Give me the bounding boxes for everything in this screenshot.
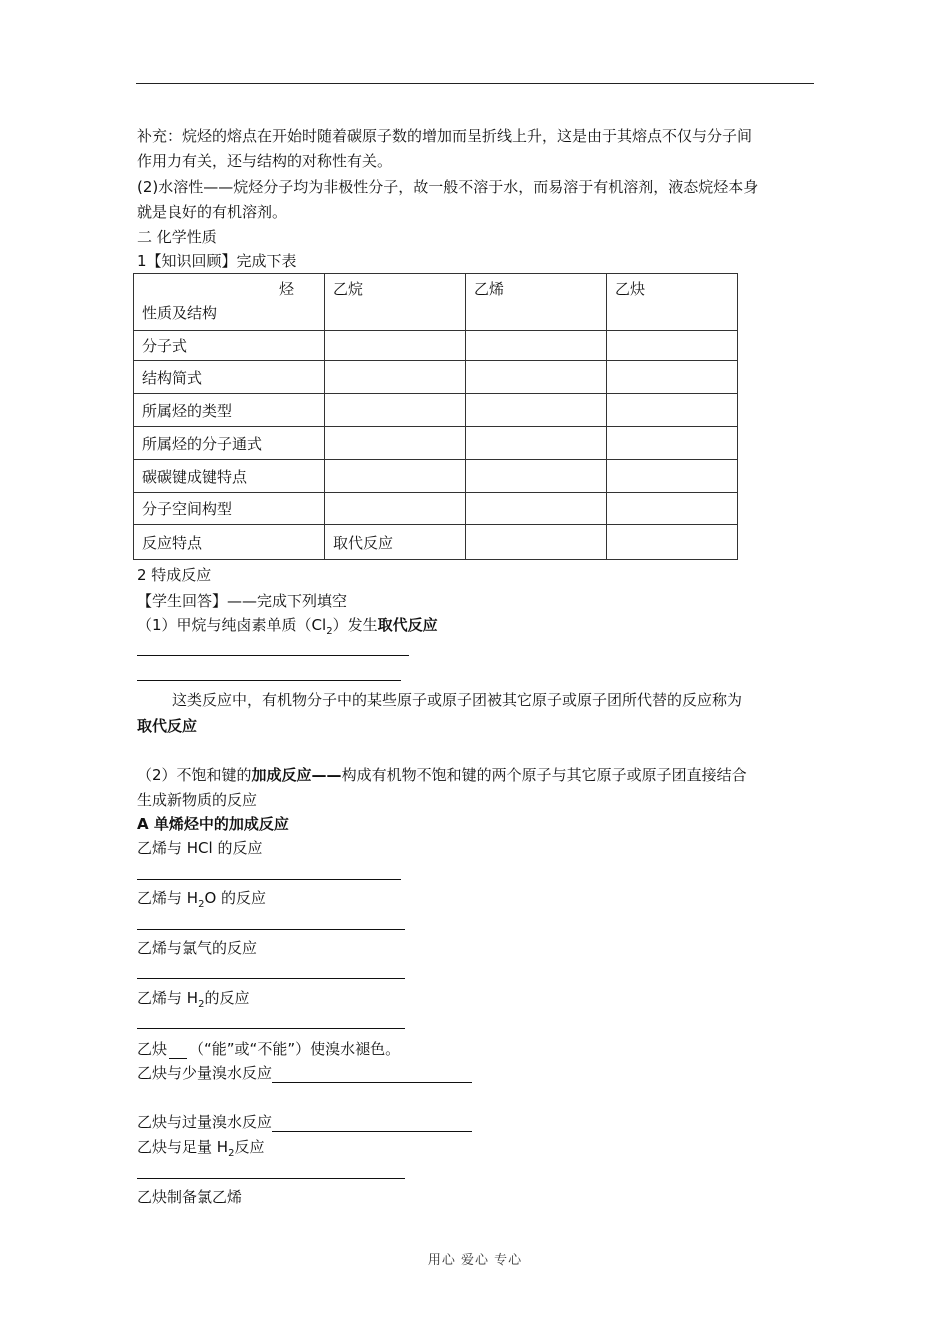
column-header: 乙烷 bbox=[325, 274, 466, 331]
text-part: 乙炔与过量溴水反应 bbox=[137, 1113, 273, 1131]
table-cell bbox=[607, 493, 738, 525]
text-part: 的反应 bbox=[204, 989, 250, 1007]
table-cell bbox=[325, 394, 466, 427]
table-header-row bbox=[134, 274, 738, 331]
table-cell bbox=[466, 361, 607, 394]
acetylene-bromine-question bbox=[137, 1039, 400, 1059]
solubility-line-1: (2)水溶性——烷烃分子均为非极性分子，故一般不溶于水，而易溶于有机溶剂，液态烷烃本身 bbox=[137, 178, 759, 196]
text-part: 乙炔 bbox=[137, 1040, 168, 1058]
ethylene-h2o-prompt bbox=[137, 888, 266, 915]
text-part: 乙炔与足量 H bbox=[137, 1138, 229, 1156]
row-label: 结构简式 bbox=[134, 361, 325, 394]
column-header: 乙烯 bbox=[466, 274, 607, 331]
table-cell bbox=[325, 361, 466, 394]
table-cell bbox=[325, 427, 466, 460]
table-cell bbox=[607, 460, 738, 493]
ethylene-hcl-prompt: 乙烯与 HCl 的反应 bbox=[137, 839, 263, 857]
table-cell bbox=[466, 493, 607, 525]
answer-blank[interactable] bbox=[137, 1028, 405, 1029]
supplement-line-1: 补充：烷烃的熔点在开始时随着碳原子数的增加而呈折线上升，这是由于其熔点不仅与分子间 bbox=[137, 127, 753, 145]
subscript: 2 bbox=[228, 1148, 235, 1159]
text-part: 乙烯与 H bbox=[137, 989, 199, 1007]
q1-mid: ）发生 bbox=[332, 616, 378, 634]
text-part: （“能”或“不能”）使溴水褪色。 bbox=[189, 1040, 401, 1058]
text-part: 乙炔与少量溴水反应 bbox=[137, 1064, 273, 1082]
table-row bbox=[134, 525, 738, 560]
answer-blank[interactable] bbox=[137, 978, 405, 979]
acetylene-little-bromine-prompt bbox=[137, 1063, 472, 1083]
table-cell bbox=[607, 394, 738, 427]
review-title: 1【知识回顾】完成下表 bbox=[137, 252, 297, 270]
corner-top-label: 烃 bbox=[278, 280, 294, 298]
table-cell bbox=[466, 394, 607, 427]
table-cell bbox=[325, 460, 466, 493]
student-answer-title: 【学生回答】——完成下列填空 bbox=[137, 592, 348, 610]
acetylene-h2-prompt bbox=[137, 1137, 264, 1164]
table-cell bbox=[466, 525, 607, 560]
q2-prefix: （2）不饱和键的 bbox=[137, 766, 252, 784]
row-label: 碳碳键成键特点 bbox=[134, 460, 325, 493]
table-cell bbox=[607, 361, 738, 394]
question-1 bbox=[137, 615, 438, 642]
table-cell bbox=[607, 331, 738, 361]
page-footer: 用心 爱心 专心 bbox=[427, 1253, 523, 1268]
answer-blank[interactable] bbox=[137, 1178, 405, 1179]
q1-prefix: （1）甲烷与纯卤素单质（Cl bbox=[137, 616, 327, 634]
acetylene-vinyl-chloride-prompt: 乙炔制备氯乙烯 bbox=[137, 1188, 243, 1206]
table-row bbox=[134, 460, 738, 493]
row-label: 反应特点 bbox=[134, 525, 325, 560]
table-cell bbox=[466, 460, 607, 493]
special-reactions-title: 2 特成反应 bbox=[137, 566, 212, 584]
q1-bold-term: 取代反应 bbox=[377, 616, 438, 634]
acetylene-excess-bromine-prompt bbox=[137, 1112, 472, 1132]
substitution-def-line-1: 这类反应中，有机物分子中的某些原子或原子团被其它原子或原子团所代替的反应称为 bbox=[172, 691, 743, 709]
text-part: 乙烯与 H bbox=[137, 889, 199, 907]
solubility-line-2: 就是良好的有机溶剂。 bbox=[137, 203, 288, 221]
table-row bbox=[134, 331, 738, 361]
header-rule bbox=[136, 83, 814, 84]
q2-rest: 构成有机物不饱和键的两个原子与其它原子或原子团直接结合 bbox=[341, 766, 747, 784]
answer-blank[interactable] bbox=[272, 1066, 472, 1083]
substitution-def-line-2: 取代反应 bbox=[137, 717, 198, 735]
table-cell bbox=[325, 493, 466, 525]
table-cell: 取代反应 bbox=[325, 525, 466, 560]
text-part: 反应 bbox=[234, 1138, 265, 1156]
table-corner-cell bbox=[134, 274, 325, 331]
section-title: 二 化学性质 bbox=[137, 228, 217, 246]
table-row bbox=[134, 493, 738, 525]
table-cell bbox=[466, 427, 607, 460]
question-2-line-2: 生成新物质的反应 bbox=[137, 791, 258, 809]
text-part: O 的反应 bbox=[204, 889, 267, 907]
subscript: 2 bbox=[198, 999, 205, 1010]
subscript: 2 bbox=[198, 899, 205, 910]
answer-blank[interactable] bbox=[272, 1115, 472, 1132]
table-row bbox=[134, 394, 738, 427]
answer-blank[interactable] bbox=[169, 1042, 187, 1059]
answer-blank[interactable] bbox=[137, 929, 405, 930]
q2-bold-term: 加成反应—— bbox=[251, 766, 342, 784]
ethylene-cl2-prompt: 乙烯与氯气的反应 bbox=[137, 939, 258, 957]
table-row bbox=[134, 427, 738, 460]
q1-subscript: 2 bbox=[326, 626, 333, 637]
column-header: 乙炔 bbox=[607, 274, 738, 331]
properties-table bbox=[133, 273, 738, 560]
table-cell bbox=[466, 331, 607, 361]
row-label: 所属烃的类型 bbox=[134, 394, 325, 427]
table-cell bbox=[607, 427, 738, 460]
subsection-a-title: A 单烯烃中的加成反应 bbox=[137, 815, 289, 833]
table-cell bbox=[607, 525, 738, 560]
row-label: 分子式 bbox=[134, 331, 325, 361]
table-row bbox=[134, 361, 738, 394]
table-cell bbox=[325, 331, 466, 361]
answer-blank[interactable] bbox=[137, 655, 409, 656]
supplement-line-2: 作用力有关，还与结构的对称性有关。 bbox=[137, 152, 393, 170]
answer-blank[interactable] bbox=[137, 879, 401, 880]
row-label: 所属烃的分子通式 bbox=[134, 427, 325, 460]
corner-bottom-label: 性质及结构 bbox=[142, 304, 218, 322]
ethylene-h2-prompt bbox=[137, 988, 249, 1015]
answer-blank[interactable] bbox=[137, 680, 401, 681]
question-2-line-1 bbox=[137, 765, 747, 785]
row-label: 分子空间构型 bbox=[134, 493, 325, 525]
